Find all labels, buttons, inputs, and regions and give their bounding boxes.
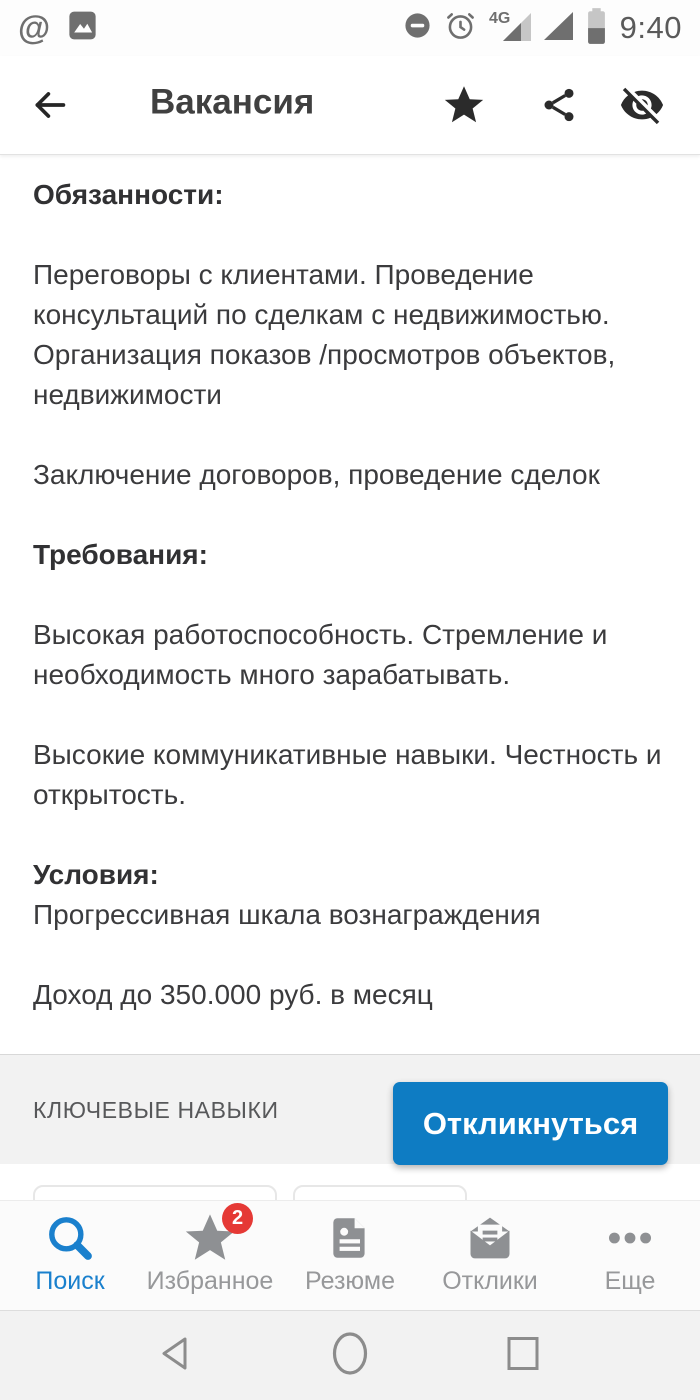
section-paragraph: Прогрессивная шкала вознаграждения <box>33 899 541 930</box>
apply-button[interactable] <box>393 1082 668 1165</box>
tab-search[interactable] <box>0 1201 140 1310</box>
status-bar <box>0 0 700 56</box>
at-sign-icon: @ <box>18 8 51 46</box>
status-bar-right <box>403 8 682 49</box>
signal-4g-icon <box>489 9 531 47</box>
status-bar-left <box>18 8 100 48</box>
recents-square-icon[interactable] <box>506 1335 540 1376</box>
resume-document-icon <box>325 1209 375 1267</box>
section-paragraph: Высокая работоспособность. Стремление и необходимость много зарабатывать. <box>33 619 608 690</box>
tab-label: Резюме <box>305 1267 395 1295</box>
tab-label: Отклики <box>442 1267 538 1295</box>
section-paragraph: Высокие коммуникативные навыки. Честность и открытость. <box>33 739 662 810</box>
network-type-label: 4G <box>488 10 510 27</box>
tab-favorites[interactable] <box>140 1201 280 1310</box>
status-time: 9:40 <box>619 10 682 45</box>
key-skills-label: КЛЮЧЕВЫЕ НАВЫКИ <box>33 1097 279 1123</box>
section-paragraph: Переговоры с клиентами. Проведение консультаций по сделкам с недвижимостью. Организация показов /просмотров объектов, недвижимости <box>33 259 616 410</box>
search-icon <box>44 1209 96 1267</box>
page-title: Вакансия <box>150 82 315 122</box>
photo-icon <box>65 8 100 48</box>
back-triangle-icon[interactable] <box>158 1334 192 1377</box>
home-circle-icon[interactable] <box>331 1330 369 1381</box>
favorite-star-icon[interactable] <box>441 82 487 128</box>
alarm-icon <box>445 10 476 46</box>
back-arrow-icon[interactable] <box>30 85 70 125</box>
section-paragraph: Заключение договоров, проведение сделок <box>33 459 600 490</box>
vacancy-description[interactable] <box>0 155 700 1048</box>
tab-responses[interactable] <box>420 1201 560 1310</box>
more-dots-icon <box>604 1209 656 1267</box>
tab-more[interactable] <box>560 1201 700 1310</box>
app-header <box>0 56 700 155</box>
tab-label: Еще <box>604 1267 656 1295</box>
battery-icon <box>586 8 607 49</box>
section-paragraph: Доход до 350.000 руб. в месяц <box>33 979 433 1010</box>
badge-count: 2 <box>231 1207 244 1229</box>
apply-button-label: Откликнуться <box>422 1105 639 1141</box>
tab-label: Поиск <box>35 1267 105 1295</box>
tab-bar <box>0 1200 700 1310</box>
do-not-disturb-icon <box>403 11 432 45</box>
section-heading: Условия: <box>33 859 159 890</box>
section-heading: Требования: <box>33 539 208 570</box>
favorites-badge <box>222 1203 253 1234</box>
share-icon[interactable] <box>539 85 579 125</box>
tab-label: Избранное <box>146 1267 274 1295</box>
section-heading: Обязанности: <box>33 179 224 210</box>
tab-resume[interactable] <box>280 1201 420 1310</box>
responses-envelope-icon <box>464 1209 516 1267</box>
android-navigation-bar <box>0 1310 700 1400</box>
signal-icon <box>544 11 573 45</box>
hide-eye-icon[interactable] <box>619 82 665 128</box>
